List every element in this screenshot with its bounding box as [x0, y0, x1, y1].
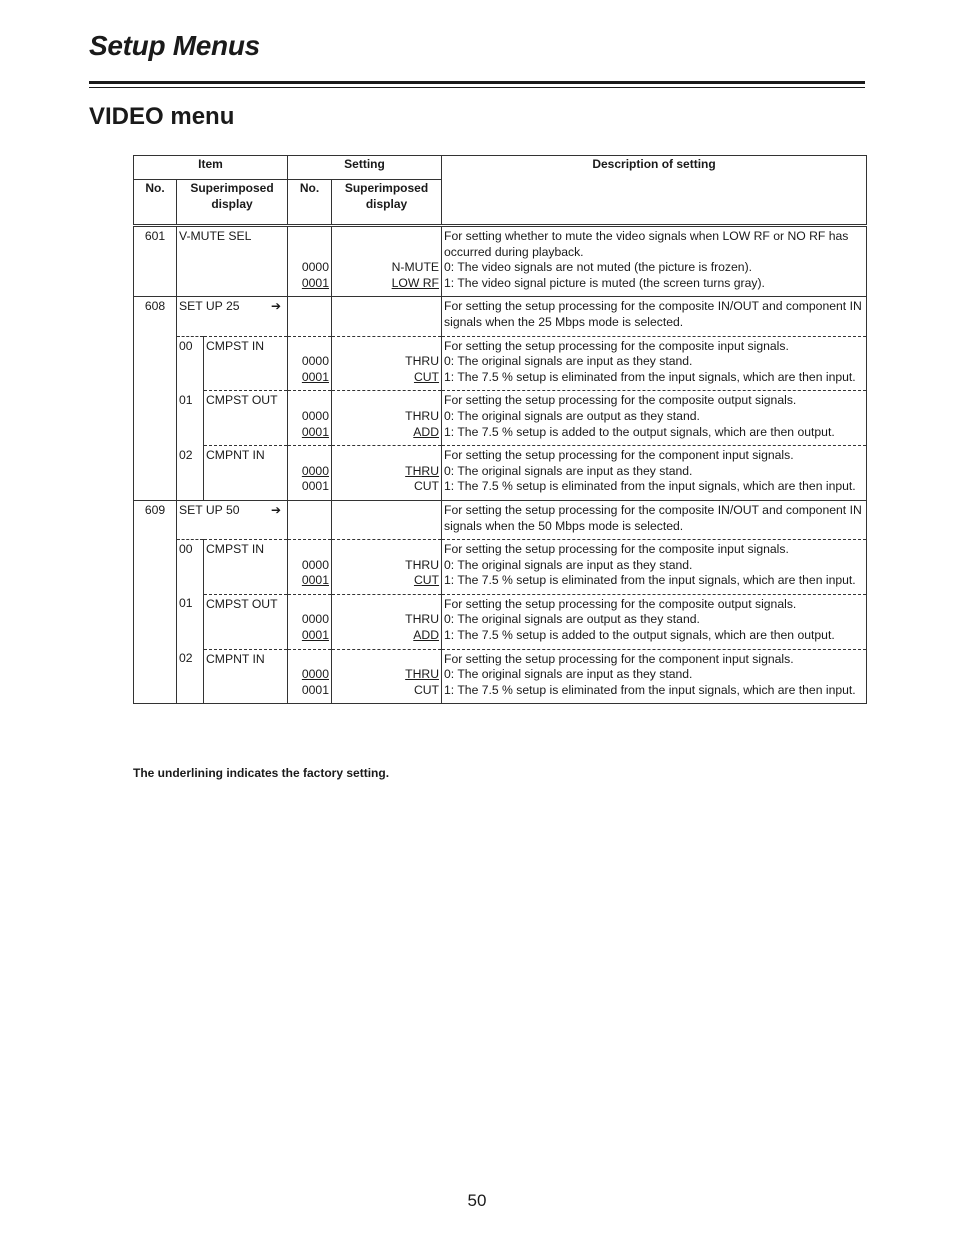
table-body — [134, 226, 867, 704]
option-description: 1: The 7.5 % setup is added to the output signals, which are then output. — [444, 628, 835, 643]
option-description: 0: The original signals are input as they stand. — [444, 557, 693, 572]
spacer — [332, 448, 439, 464]
setting-displays — [332, 336, 442, 391]
setting-displays — [332, 594, 442, 649]
option-display: THRU — [405, 667, 440, 682]
table-row — [134, 446, 867, 501]
setting-numbers — [288, 226, 332, 297]
option-display: CUT — [413, 682, 440, 697]
spacer — [332, 652, 439, 668]
option-description: 1: The 7.5 % setup is eliminated from the input signals, which are then input. — [444, 479, 856, 494]
spacer — [288, 597, 329, 613]
setting-superimposed-header: Superimposed display — [332, 180, 442, 226]
footnote: The underlining indicates the factory setting. — [133, 766, 390, 780]
option-description: 1: The 7.5 % setup is eliminated from the input signals, which are then input. — [444, 369, 856, 384]
setting-numbers — [288, 540, 332, 595]
item-number: 609 — [134, 500, 177, 704]
item-name-text: SET UP 50 — [179, 502, 240, 517]
item-header: Item — [134, 156, 288, 180]
table-row — [134, 297, 867, 336]
page-number: 50 — [467, 1191, 487, 1210]
sub-item-name: CMPST OUT — [204, 391, 288, 446]
sub-item-name: CMPST OUT — [204, 594, 288, 649]
description-text: For setting the setup processing for the composite input signals. — [444, 338, 789, 353]
table-row — [134, 540, 867, 595]
spacer — [332, 393, 439, 409]
item-no-header: No. — [134, 180, 177, 226]
setting-numbers — [288, 391, 332, 446]
option-description: 0: The original signals are input as they stand. — [444, 354, 693, 369]
table-row — [134, 500, 867, 539]
setting-displays — [332, 391, 442, 446]
option-display: THRU — [405, 557, 440, 572]
item-name-text: V-MUTE SEL — [179, 229, 252, 243]
setting-numbers — [288, 594, 332, 649]
option-number: 0000 — [301, 612, 329, 627]
setting-header: Setting — [288, 156, 442, 180]
sub-item-name: CMPNT IN — [204, 649, 288, 704]
sub-item-number: 01 — [177, 594, 204, 649]
setting-numbers — [288, 649, 332, 704]
option-number: 0001 — [301, 573, 329, 588]
option-number: 0000 — [301, 260, 329, 275]
option-display: ADD — [413, 628, 440, 643]
description-text: For setting the setup processing for the composite output signals. — [444, 393, 797, 408]
item-name — [177, 500, 288, 539]
option-display: THRU — [405, 408, 440, 423]
option-display: CUT — [413, 573, 440, 588]
arrow-right-icon: ➔ — [270, 502, 281, 517]
option-number: 0001 — [301, 628, 329, 643]
setting-displays — [332, 540, 442, 595]
setting-numbers — [288, 336, 332, 391]
table-row — [134, 226, 867, 297]
description-text: For setting the setup processing for the composite output signals. — [444, 596, 797, 611]
description-cell — [442, 297, 867, 336]
description-cell — [442, 391, 867, 446]
table-row — [134, 649, 867, 704]
option-number: 0000 — [301, 408, 329, 423]
spacer — [332, 229, 439, 245]
description-text: For setting the setup processing for the composite IN/OUT and component IN signals when the 25 Mbps mode is selected. — [444, 299, 862, 329]
item-superimposed-header: Superimposed display — [177, 180, 288, 226]
option-number: 0001 — [301, 275, 329, 290]
sub-item-number: 02 — [177, 649, 204, 704]
description-text: For setting the setup processing for the component input signals. — [444, 651, 794, 666]
spacer — [288, 245, 329, 261]
description-cell — [442, 500, 867, 539]
item-number: 601 — [134, 226, 177, 297]
description-text: For setting whether to mute the video signals when LOW RF or NO RF has occurred during playback. — [444, 229, 849, 259]
description-text: For setting the setup processing for the component input signals. — [444, 448, 794, 463]
option-display: CUT — [413, 479, 440, 494]
spacer — [288, 393, 329, 409]
setting-displays — [332, 500, 442, 539]
option-number: 0000 — [301, 354, 329, 369]
option-description: 0: The original signals are output as they stand. — [444, 612, 700, 627]
description-header: Description of setting — [442, 156, 867, 226]
option-description: 1: The video signal picture is muted (the screen turns gray). — [444, 275, 765, 290]
description-text: For setting the setup processing for the composite IN/OUT and component IN signals when the 50 Mbps mode is selected. — [444, 502, 862, 533]
option-description: 0: The original signals are input as they stand. — [444, 667, 693, 682]
sub-item-name: CMPNT IN — [204, 446, 288, 501]
item-name-text: SET UP 25 — [179, 299, 240, 314]
sub-item-number: 02 — [177, 446, 204, 501]
item-name — [177, 226, 288, 297]
option-description: 1: The 7.5 % setup is eliminated from the input signals, which are then input. — [444, 573, 856, 588]
sub-item-number: 00 — [177, 336, 204, 391]
option-number: 0001 — [301, 369, 329, 384]
item-number: 608 — [134, 297, 177, 501]
setting-displays — [332, 297, 442, 336]
setting-displays — [332, 649, 442, 704]
table-row — [134, 594, 867, 649]
item-name — [177, 297, 288, 336]
setting-displays — [332, 226, 442, 297]
spacer — [288, 339, 329, 355]
option-display: THRU — [405, 612, 440, 627]
description-cell — [442, 446, 867, 501]
setting-displays — [332, 446, 442, 501]
option-description: 1: The 7.5 % setup is eliminated from the input signals, which are then input. — [444, 682, 856, 697]
spacer — [332, 245, 439, 261]
option-description: 1: The 7.5 % setup is added to the output signals, which are then output. — [444, 424, 835, 439]
spacer — [332, 339, 439, 355]
option-display: N-MUTE — [391, 260, 440, 275]
description-cell — [442, 594, 867, 649]
option-number: 0001 — [301, 479, 329, 494]
description-cell — [442, 540, 867, 595]
option-number: 0000 — [301, 667, 329, 682]
option-number: 0001 — [301, 424, 329, 439]
spacer — [288, 229, 329, 245]
table-row — [134, 336, 867, 391]
title-rule — [89, 81, 865, 84]
spacer — [288, 652, 329, 668]
sub-item-name: CMPST IN — [204, 540, 288, 595]
spacer — [332, 542, 439, 558]
option-number: 0001 — [301, 682, 329, 697]
setting-numbers — [288, 500, 332, 539]
video-menu-table — [133, 155, 867, 704]
description-cell — [442, 226, 867, 297]
table-header — [134, 156, 867, 226]
option-display: THRU — [405, 463, 440, 478]
option-description: 0: The original signals are output as they stand. — [444, 408, 700, 423]
option-number: 0000 — [301, 557, 329, 572]
sub-item-number: 00 — [177, 540, 204, 595]
section-title: VIDEO menu — [89, 103, 235, 130]
sub-item-name: CMPST IN — [204, 336, 288, 391]
spacer — [288, 448, 329, 464]
option-display: CUT — [413, 369, 440, 384]
description-cell — [442, 336, 867, 391]
option-number: 0000 — [301, 463, 329, 478]
option-description: 0: The video signals are not muted (the picture is frozen). — [444, 260, 753, 275]
title-rule-thin — [89, 87, 865, 88]
setting-numbers — [288, 446, 332, 501]
setting-no-header: No. — [288, 180, 332, 226]
option-description: 0: The original signals are input as they stand. — [444, 463, 693, 478]
sub-item-number: 01 — [177, 391, 204, 446]
arrow-right-icon: ➔ — [270, 299, 281, 314]
page-title: Setup Menus — [89, 30, 260, 61]
option-display: THRU — [405, 354, 440, 369]
description-cell — [442, 649, 867, 704]
spacer — [288, 542, 329, 558]
option-display: LOW RF — [391, 275, 440, 290]
spacer — [332, 597, 439, 613]
description-text: For setting the setup processing for the composite input signals. — [444, 542, 789, 557]
setting-numbers — [288, 297, 332, 336]
table-row — [134, 391, 867, 446]
option-display: ADD — [413, 424, 440, 439]
